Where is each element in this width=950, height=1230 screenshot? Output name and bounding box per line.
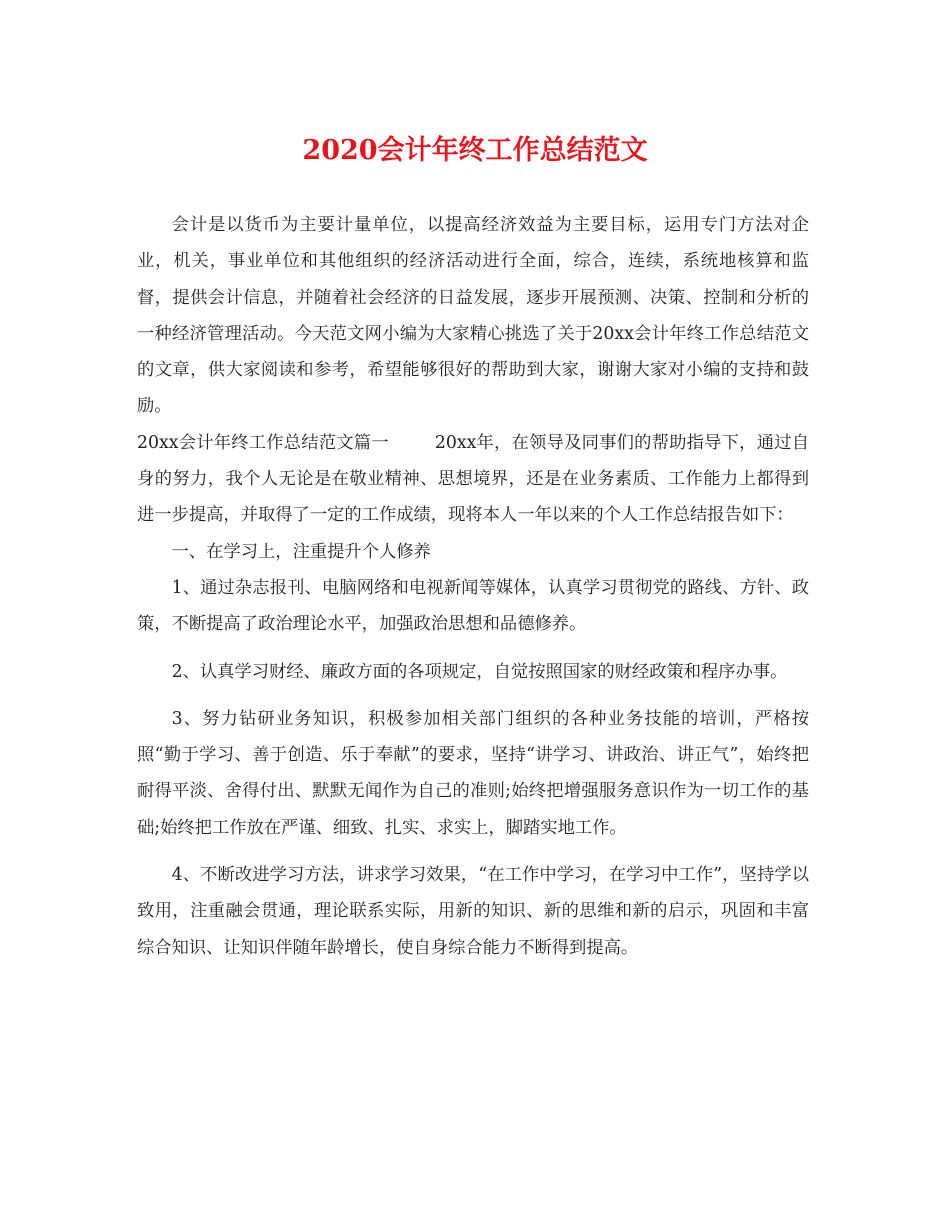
heading-study: 一、在学习上，注重提升个人修养 (171, 541, 431, 562)
document-body (137, 207, 809, 966)
section-paragraph (137, 425, 809, 534)
section-heading: 20xx会计年终工作总结范文篇一 (137, 432, 389, 453)
intro-paragraph: 会计是以货币为主要计量单位，以提高经济效益为主要目标，运用专门方法对企业，机关，事业单位和其他组织的经济活动进行全面，综合，连续，系统地核算和监督，提供会计信息，并随着社会经济的日益发展，逐步开展预测、决策、控制和分析的一种经济管理活动。今天范文网小编为大家精心挑选了关于20xx会计年终工作总结范文的文章，供大家阅读和参考，希望能够很好的帮助到大家，谢谢大家对小编的支持和鼓励。 (137, 215, 809, 417)
list-item-4: 4、不断改进学习方法，讲求学习效果，“在工作中学习，在学习中工作”，坚持学以致用，注重融会贯通，理论联系实际，用新的知识、新的思维和新的启示，巩固和丰富综合知识、让知识伴随年龄增长，使自身综合能力不断得到提高。 (137, 865, 809, 958)
document-title: 2020会计年终工作总结范文 (302, 135, 648, 166)
section-intro: 20xx年，在领导及同事们的帮助指导下，通过自身的努力，我个人无论是在敬业精神、思想境界，还是在业务素质、工作能力上都得到进一步提高，并取得了一定的工作成绩，现将本人一年以来的个人工作总结报告如下： (137, 432, 809, 526)
list-item-3: 3、努力钻研业务知识，积极参加相关部门组织的各种业务技能的培训，严格按照“勤于学习、善于创造、乐于奉献”的要求，坚持“讲学习、讲政治、讲正气”，始终把耐得平淡、舍得付出、默默无闻作为自己的准则;始终把增强服务意识作为一切工作的基础;始终把工作放在严谨、细致、扎实、求实上，脚踏实地工作。 (137, 708, 809, 838)
list-item-2: 2、认真学习财经、廉政方面的各项规定，自觉按照国家的财经政策和程序办事。 (171, 661, 788, 682)
list-item-1: 1、通过杂志报刊、电脑网络和电视新闻等媒体，认真学习贯彻党的路线、方针、政策，不断提高了政治理论水平，加强政治思想和品德修养。 (137, 577, 809, 635)
